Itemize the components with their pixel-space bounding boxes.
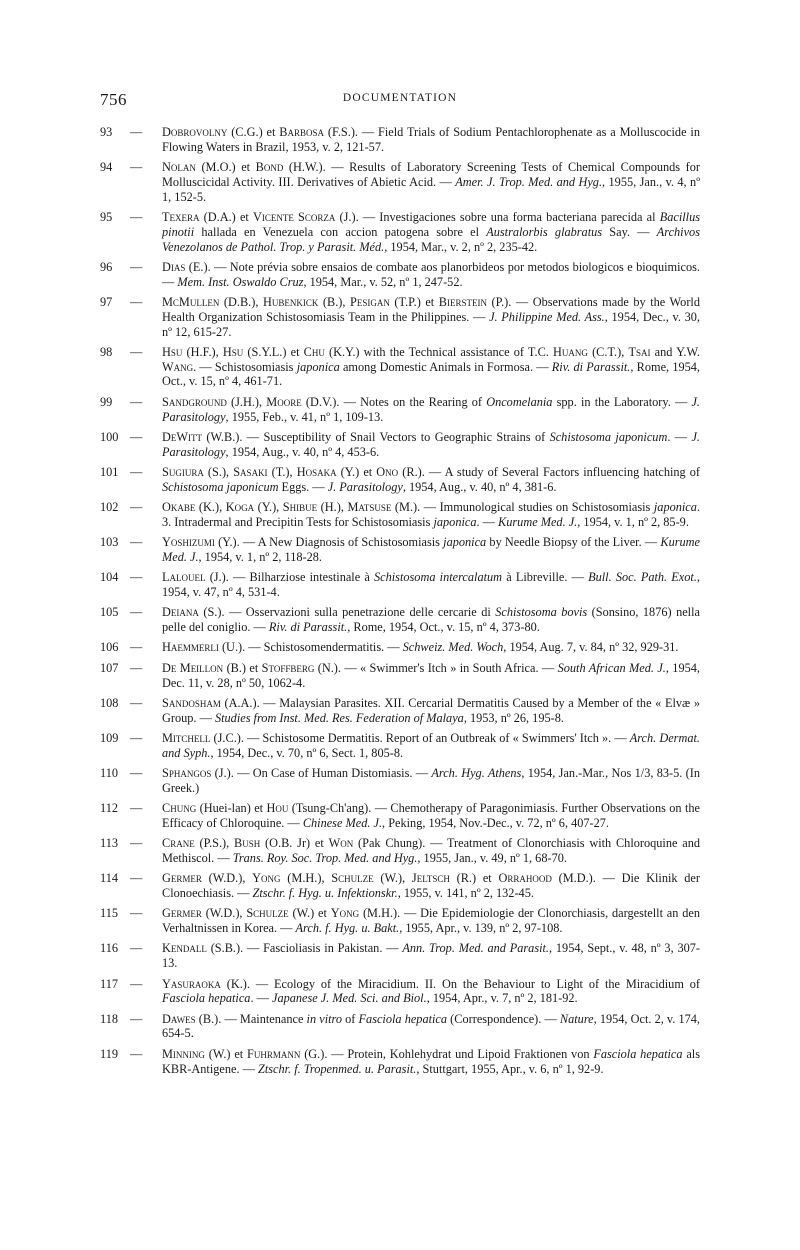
italic-text: Oncomelania: [486, 394, 553, 409]
reference-dash: —: [130, 836, 143, 851]
reference-entry: [100, 605, 700, 635]
author-name: Hosaka: [296, 464, 337, 479]
citation-text: , 1955, Jan., v. 49, nº 1, 68-70.: [417, 850, 567, 865]
reference-entry: [100, 535, 700, 565]
author-name: Yoshizumi: [162, 535, 215, 550]
italic-text: Mem. Inst. Oswaldo Cruz: [177, 274, 304, 289]
italic-text: Ztschr. f. Tropenmed. u. Parasit.: [257, 1061, 417, 1076]
citation-text: , 1954, Mar., v. 52, nº 1, 247-52.: [303, 274, 463, 289]
author-name: Chung: [162, 801, 197, 816]
citation-text: (N.). — « Swimmer's Itch » in South Africa. —: [314, 660, 558, 675]
author-name: Yasuraoka: [162, 976, 221, 991]
citation-text: , 1954, Aug., v. 40, nº 4, 381-6.: [402, 479, 557, 494]
reference-number: 119: [100, 1046, 118, 1061]
italic-text: Bacillus pinotii: [162, 209, 701, 239]
reference-dash: —: [130, 429, 143, 444]
reference-text: [162, 661, 700, 690]
author-name: Vicente Scorza: [252, 209, 336, 224]
citation-text: . —: [476, 514, 499, 529]
citation-text: , 1954, Sept., v. 48, nº 3, 307-13.: [162, 941, 701, 971]
reference-number: 115: [100, 906, 118, 921]
italic-text: J. Parasitology: [162, 394, 700, 424]
reference-dash: —: [130, 605, 143, 620]
citation-text: (B.) et: [223, 660, 262, 675]
author-name: Moore: [266, 394, 302, 409]
citation-text: (T.),: [267, 464, 297, 479]
citation-text: (R.) et: [449, 871, 499, 886]
author-name: Tsai: [628, 344, 651, 359]
italic-text: Schistosoma japonicum: [162, 479, 279, 494]
author-name: Haemmerli: [162, 640, 219, 655]
italic-text: Schistosoma japonicum: [549, 429, 668, 444]
reference-number: 95: [100, 209, 113, 224]
author-name: Shibue: [282, 500, 318, 515]
reference-dash: —: [130, 730, 143, 745]
citation-text: , Peking, 1954, Nov.-Dec., v. 72, nº 6, 407-27.: [382, 815, 609, 830]
citation-text: , Rome, 1954, Oct., v. 15, nº 4, 461-71.: [162, 359, 700, 389]
reference-text: [162, 465, 700, 494]
citation-text: (P.S.),: [194, 836, 235, 851]
reference-number: 114: [100, 871, 118, 886]
citation-text: (Correspondence). —: [447, 1011, 560, 1026]
reference-dash: —: [130, 765, 143, 780]
italic-text: Schistosoma intercalatum: [374, 570, 503, 585]
reference-number: 109: [100, 730, 119, 745]
citation-text: (G.). — Protein, Kohlehydrat und Lipoid Fraktionen von: [300, 1046, 594, 1061]
citation-text: , 1954, Oct. 2, v. 174, 654-5.: [162, 1011, 701, 1041]
citation-text: (M.). — Immunological studies on Schistosomiasis: [391, 500, 654, 515]
reference-dash: —: [130, 640, 143, 655]
citation-text: (Sonsino, 1876) nella pelle del coniglio. —: [162, 605, 700, 635]
reference-number: 97: [100, 294, 113, 309]
author-name: Fuhrmann: [247, 1046, 301, 1061]
author-name: Dawes: [162, 1011, 196, 1026]
author-name: Jeltsch: [411, 871, 450, 886]
author-name: Okabe: [162, 500, 196, 515]
author-name: Hsu: [162, 344, 183, 359]
reference-dash: —: [130, 259, 143, 274]
citation-text: . —: [667, 429, 692, 444]
citation-text: (M.D.). — Die Klinik der Clonoechiasis. —: [162, 871, 700, 901]
citation-text: (U.). — Schistosomendermatitis. —: [218, 640, 403, 655]
reference-dash: —: [130, 344, 143, 359]
citation-text: , 1955, v. 141, nº 2, 132-45.: [397, 886, 534, 901]
citation-text: (H.F.),: [182, 344, 223, 359]
citation-text: , 1955, Feb., v. 41, nº 1, 109-13.: [225, 409, 384, 424]
reference-text: [162, 836, 700, 865]
author-name: Barbosa: [279, 125, 325, 139]
reference-entry: [100, 125, 700, 155]
author-name: Kendall: [162, 941, 207, 956]
author-name: Sphangos: [162, 765, 212, 780]
author-name: Bush: [234, 836, 261, 851]
reference-dash: —: [130, 464, 143, 479]
reference-entry: [100, 731, 700, 761]
citation-text: (Y.) et: [336, 464, 377, 479]
author-name: Lalouel: [162, 570, 206, 585]
italic-text: Fasciola hepatica: [593, 1046, 683, 1061]
author-name: Dobrovolny: [162, 125, 228, 139]
citation-text: (K.Y.) with the Technical assistance of T.C.: [324, 344, 554, 359]
citation-text: , 1955, Apr., v. 139, nº 2, 97-108.: [399, 921, 563, 936]
author-name: Wang: [162, 359, 194, 374]
author-name: Crane: [162, 836, 195, 851]
italic-text: Arch. Dermat. and Syph.: [162, 730, 700, 760]
reference-dash: —: [130, 500, 143, 515]
reference-dash: —: [130, 660, 143, 675]
italic-text: Schistosoma bovis: [495, 605, 588, 620]
reference-text: [162, 1012, 700, 1041]
reference-dash: —: [130, 535, 143, 550]
italic-text: Studies from Inst. Med. Res. Federation of Malaya: [214, 710, 464, 725]
citation-text: (E.). — Note prévia sobre ensaios de combate aos planorbideos por metodos biologicos e bioquimicos. —: [162, 259, 700, 289]
italic-text: japonica: [296, 359, 340, 374]
author-name: Pesigan: [350, 294, 390, 309]
citation-text: (M.H.). — Die Epidemiologie der Clonorchiasis, dargestellt an den Verhaltnissen in Korea. —: [162, 906, 700, 936]
author-name: Orrahood: [498, 871, 552, 886]
citation-text: (P.). — Observations made by the World Health Organization Schistosomiasis Team in the Philippines. —: [162, 294, 700, 324]
reference-entry: [100, 500, 700, 530]
reference-entry: [100, 906, 700, 936]
reference-text: [162, 125, 700, 154]
author-name: Minning: [162, 1046, 205, 1061]
author-name: Sugiura: [162, 464, 204, 479]
italic-text: Archivos Venezolanos de Pathol. Trop. y Parasit. Méd.: [162, 224, 700, 254]
citation-text: among Domestic Animals in Formosa. —: [339, 359, 552, 374]
citation-text: , 1954, Mar., v. 2, nº 2, 235-42.: [384, 239, 538, 254]
reference-number: 100: [100, 429, 119, 444]
italic-text: J. Parasitology: [162, 429, 700, 459]
reference-text: [162, 295, 700, 339]
citation-text: (C.T.),: [587, 344, 629, 359]
reference-dash: —: [130, 209, 143, 224]
page-number: 756: [100, 90, 127, 109]
reference-text: [162, 430, 700, 459]
reference-dash: —: [130, 570, 143, 585]
citation-text: als KBR-Antigene. —: [162, 1046, 701, 1076]
citation-text: (S.B.). — Fascioliasis in Pakistan. —: [206, 941, 403, 956]
reference-entry: [100, 295, 700, 339]
reference-number: 103: [100, 535, 119, 550]
reference-entry: [100, 696, 700, 726]
citation-text: , 1954, Aug. 7, v. 84, nº 32, 929-31.: [503, 640, 679, 655]
author-name: Germer: [162, 871, 202, 886]
reference-entry: [100, 640, 700, 655]
citation-text: , 1954, Jan.-Mar., Nos 1/3, 83-5. (In Greek.): [162, 765, 700, 795]
citation-text: of: [342, 1011, 359, 1026]
citation-text: (K.). — Ecology of the Miracidium. II. On the Behaviour to Light of the Miracidium of: [220, 976, 700, 991]
reference-text: [162, 345, 700, 389]
citation-text: (D.A.) et: [199, 209, 253, 224]
citation-text: , 1954, v. 1, nº 2, 85-9.: [577, 514, 689, 529]
reference-entry: [100, 465, 700, 495]
author-name: Huang: [553, 344, 588, 359]
reference-text: [162, 160, 700, 204]
reference-text: [162, 210, 700, 254]
reference-list: [100, 125, 700, 1082]
reference-entry: [100, 871, 700, 901]
reference-entry: [100, 430, 700, 460]
citation-text: (W.D.),: [201, 906, 247, 921]
author-name: Germer: [162, 906, 202, 921]
author-name: Matsuse: [347, 500, 392, 515]
reference-number: 113: [100, 836, 118, 851]
reference-entry: [100, 160, 700, 204]
reference-entry: [100, 260, 700, 290]
citation-text: (F.S.). — Field Trials of Sodium Pentachlorophenate as a Molluscocide in Flowing Waters in Brazil, 1953, v. 2, 121-57.: [162, 125, 700, 154]
citation-text: . — Schistosomiasis: [193, 359, 297, 374]
citation-text: , 1954, Apr., v. 7, nº 2, 181-92.: [426, 991, 578, 1006]
italic-text: J. Philippine Med. Ass.: [489, 309, 605, 324]
author-name: Hubenkick: [262, 294, 319, 309]
citation-text: spp. in the Laboratory. —: [552, 394, 692, 409]
author-name: Won: [328, 836, 354, 851]
italic-text: Kurume Med. J.: [162, 535, 700, 564]
citation-text: (J.H.),: [226, 394, 267, 409]
reference-number: 106: [100, 640, 119, 655]
citation-text: , 1954, Dec., v. 30, nº 12, 615-27.: [162, 309, 701, 339]
reference-text: [162, 941, 700, 970]
citation-text: (Y.). — A New Diagnosis of Schistosomiasis: [214, 535, 444, 550]
reference-number: 101: [100, 464, 119, 479]
reference-dash: —: [130, 125, 143, 139]
reference-number: 93: [100, 125, 113, 139]
author-name: Texera: [162, 209, 200, 224]
italic-text: Kurume Med. J.: [498, 514, 578, 529]
citation-text: (K.),: [195, 500, 226, 515]
reference-entry: [100, 801, 700, 831]
author-name: De Meillon: [162, 660, 224, 675]
author-name: Yong: [330, 906, 360, 921]
author-name: Sandground: [162, 394, 227, 409]
italic-text: Fasciola hepatica: [358, 1011, 448, 1026]
author-name: Hsu: [222, 344, 244, 359]
reference-entry: [100, 977, 700, 1007]
citation-text: (J.C.). — Schistosome Dermatitis. Report of an Outbreak of « Swimmers' Itch ». —: [210, 730, 630, 745]
citation-text: (S.Y.L.) et: [243, 344, 304, 359]
author-name: Schulze: [331, 871, 374, 886]
citation-text: (B.),: [318, 294, 350, 309]
reference-text: [162, 766, 700, 795]
citation-text: (B.). — Maintenance: [195, 1011, 307, 1026]
citation-text: (J.). — Bilharziose intestinale à: [205, 570, 374, 585]
reference-number: 96: [100, 259, 113, 274]
citation-text: (R.). — A study of Several Factors influencing hatching of: [398, 464, 701, 479]
author-name: Koga: [225, 500, 255, 515]
reference-number: 104: [100, 570, 119, 585]
reference-number: 94: [100, 160, 113, 175]
reference-dash: —: [130, 160, 143, 175]
author-name: Mitchell: [162, 730, 211, 745]
author-name: Bond: [255, 160, 284, 175]
citation-text: (A.A.). — Malaysian Parasites. XII. Cercarial Dermatitis Caused by a Member of the « Elvæ » Group. —: [162, 695, 700, 725]
citation-text: (H.W.). — Results of Laboratory Screening Tests of Chemical Compounds for Molluscicidal Activity. III. Derivatives of Abietic Acid. —: [162, 160, 700, 189]
citation-text: , 1954, v. 1, nº 2, 118-28.: [198, 549, 323, 564]
italic-text: japonica: [433, 514, 477, 529]
citation-text: . —: [250, 991, 272, 1006]
italic-text: Riv. di Parassit.: [268, 620, 348, 635]
citation-text: , Rome, 1954, Oct., v. 15, nº 4, 373-80.: [347, 620, 540, 635]
citation-text: (S.). — Osservazioni sulla penetrazione delle cercarie di: [198, 605, 496, 620]
reference-text: [162, 696, 700, 725]
citation-text: (S.),: [203, 464, 234, 479]
author-name: Dias: [162, 259, 186, 274]
reference-entry: [100, 766, 700, 796]
citation-text: , 1954, Dec. 11, v. 28, nº 50, 1062-4.: [162, 660, 700, 690]
citation-text: (O.B. Jr) et: [260, 836, 329, 851]
italic-text: Arch. Hyg. Athens: [431, 765, 522, 780]
reference-dash: —: [130, 941, 143, 956]
reference-entry: [100, 1012, 700, 1042]
italic-text: Ztschr. f. Hyg. u. Infektionskr.: [252, 886, 398, 901]
reference-entry: [100, 661, 700, 691]
author-name: Hou: [266, 801, 289, 816]
author-name: DeWitt: [162, 429, 202, 444]
citation-text: (C.G.) et: [227, 125, 280, 139]
italic-text: Amer. J. Trop. Med. and Hyg.: [455, 174, 603, 189]
reference-entry: [100, 1047, 700, 1077]
italic-text: Schweiz. Med. Woch: [402, 640, 504, 655]
reference-number: 108: [100, 695, 119, 710]
citation-text: hallada en Venezuela con accion patogena sobre el: [194, 224, 487, 239]
citation-text: (J.). — On Case of Human Distomiasis. —: [211, 765, 432, 780]
italic-text: Japanese J. Med. Sci. and Biol.: [271, 991, 427, 1006]
reference-text: [162, 395, 700, 424]
citation-text: (H.),: [317, 500, 348, 515]
author-name: Sandosham: [162, 695, 221, 710]
reference-dash: —: [130, 1011, 143, 1026]
citation-text: (W.D.),: [201, 871, 253, 886]
citation-text: , Stuttgart, 1955, Apr., v. 6, nº 1, 92-9.: [416, 1061, 604, 1076]
author-name: Stoffberg: [261, 660, 315, 675]
reference-text: [162, 640, 678, 654]
citation-text: (W.),: [373, 871, 412, 886]
reference-entry: [100, 941, 700, 971]
citation-text: (T.P.) et: [389, 294, 439, 309]
citation-text: (W.B.). — Susceptibility of Snail Vectors to Geographic Strains of: [201, 429, 550, 444]
reference-entry: [100, 836, 700, 866]
italic-text: japonica: [653, 500, 697, 515]
citation-text: , 1953, nº 26, 195-8.: [463, 710, 564, 725]
citation-text: (M.H.),: [280, 871, 332, 886]
reference-dash: —: [130, 801, 143, 816]
author-name: Deiana: [162, 605, 199, 620]
citation-text: (Pak Chung). — Treatment of Clonorchiasis with Chloroquine and Methiscol. —: [162, 836, 700, 865]
reference-dash: —: [130, 294, 143, 309]
reference-text: [162, 801, 700, 830]
italic-text: J. Parasitology: [327, 479, 403, 494]
reference-dash: —: [130, 1046, 143, 1061]
reference-entry: [100, 395, 700, 425]
citation-text: , 1954, v. 47, nº 4, 531-4.: [162, 570, 700, 600]
reference-text: [162, 605, 700, 634]
citation-text: (M.O.) et: [195, 160, 256, 175]
italic-text: in vitro: [306, 1011, 343, 1026]
reference-dash: —: [130, 976, 143, 991]
italic-text: Trans. Roy. Soc. Trop. Med. and Hyg.: [232, 850, 418, 865]
reference-dash: —: [130, 695, 143, 710]
author-name: Bierstein: [438, 294, 487, 309]
author-name: McMullen: [162, 294, 220, 309]
citation-text: (D.V.). — Notes on the Rearing of: [301, 394, 487, 409]
italic-text: Riv. di Parassit.: [551, 359, 631, 374]
citation-text: , 1955, Jan., v. 4, nº 1, 152-5.: [162, 174, 701, 204]
citation-text: (W.) et: [204, 1046, 248, 1061]
reference-text: [162, 500, 700, 529]
reference-text: [162, 570, 700, 599]
italic-text: Fasciola hepatica: [162, 991, 251, 1006]
reference-text: [162, 731, 700, 760]
reference-text: [162, 260, 700, 289]
citation-text: (Tsung-Ch'ang). — Chemotherapy of Paragonimiasis. Further Observations on the Efficacy of Chloroquine. —: [162, 801, 700, 830]
citation-text: à Libreville. —: [502, 570, 589, 585]
author-name: Nolan: [162, 160, 196, 175]
reference-number: 112: [100, 801, 118, 816]
reference-number: 99: [100, 394, 113, 409]
reference-entry: [100, 345, 700, 389]
citation-text: and Y.W.: [650, 344, 700, 359]
author-name: Yong: [252, 871, 281, 886]
reference-text: [162, 1047, 700, 1076]
citation-text: Say. —: [602, 224, 657, 239]
page-header: [100, 90, 700, 114]
italic-text: Ann. Trop. Med. and Parasit.: [402, 941, 550, 956]
citation-text: Eggs. —: [278, 479, 328, 494]
citation-text: (Y.),: [254, 500, 283, 515]
author-name: Sasaki: [233, 464, 268, 479]
citation-text: , 1954, Dec., v. 70, nº 6, Sect. 1, 805-8.: [210, 745, 404, 760]
author-name: Ono: [376, 464, 399, 479]
citation-text: . 3. Intradermal and Precipitin Tests for Schistosomiasis: [162, 500, 700, 529]
running-head: DOCUMENTATION: [342, 92, 458, 104]
reference-text: [162, 871, 700, 900]
reference-text: [162, 906, 700, 935]
reference-text: [162, 535, 700, 564]
italic-text: Chinese Med. J.: [302, 815, 383, 830]
author-name: Chu: [303, 344, 325, 359]
reference-number: 116: [100, 941, 118, 956]
citation-text: by Needle Biopsy of the Liver. —: [486, 535, 661, 550]
reference-dash: —: [130, 871, 143, 886]
reference-dash: —: [130, 394, 143, 409]
italic-text: Australorbis glabratus: [486, 224, 603, 239]
reference-text: [162, 977, 700, 1006]
italic-text: South African Med. J.: [557, 660, 666, 675]
italic-text: Arch. f. Hyg. u. Bakt.: [295, 921, 400, 936]
reference-number: 105: [100, 605, 119, 620]
reference-dash: —: [130, 906, 143, 921]
reference-number: 98: [100, 344, 113, 359]
reference-entry: [100, 210, 700, 254]
reference-number: 102: [100, 500, 119, 515]
citation-text: (W.) et: [288, 906, 331, 921]
citation-text: (D.B.),: [219, 294, 263, 309]
reference-number: 117: [100, 976, 118, 991]
citation-text: (J.). — Investigaciones sobre una forma bacteriana parecida al: [335, 209, 660, 224]
italic-text: Nature: [559, 1011, 594, 1026]
reference-number: 118: [100, 1011, 118, 1026]
reference-entry: [100, 570, 700, 600]
italic-text: japonica: [443, 535, 487, 550]
citation-text: (Huei-lan) et: [196, 801, 267, 816]
author-name: Schulze: [246, 906, 289, 921]
reference-number: 107: [100, 660, 119, 675]
reference-number: 110: [100, 765, 118, 780]
italic-text: Bull. Soc. Path. Exot.: [588, 570, 697, 585]
citation-text: , 1954, Aug., v. 40, nº 4, 453-6.: [225, 444, 380, 459]
